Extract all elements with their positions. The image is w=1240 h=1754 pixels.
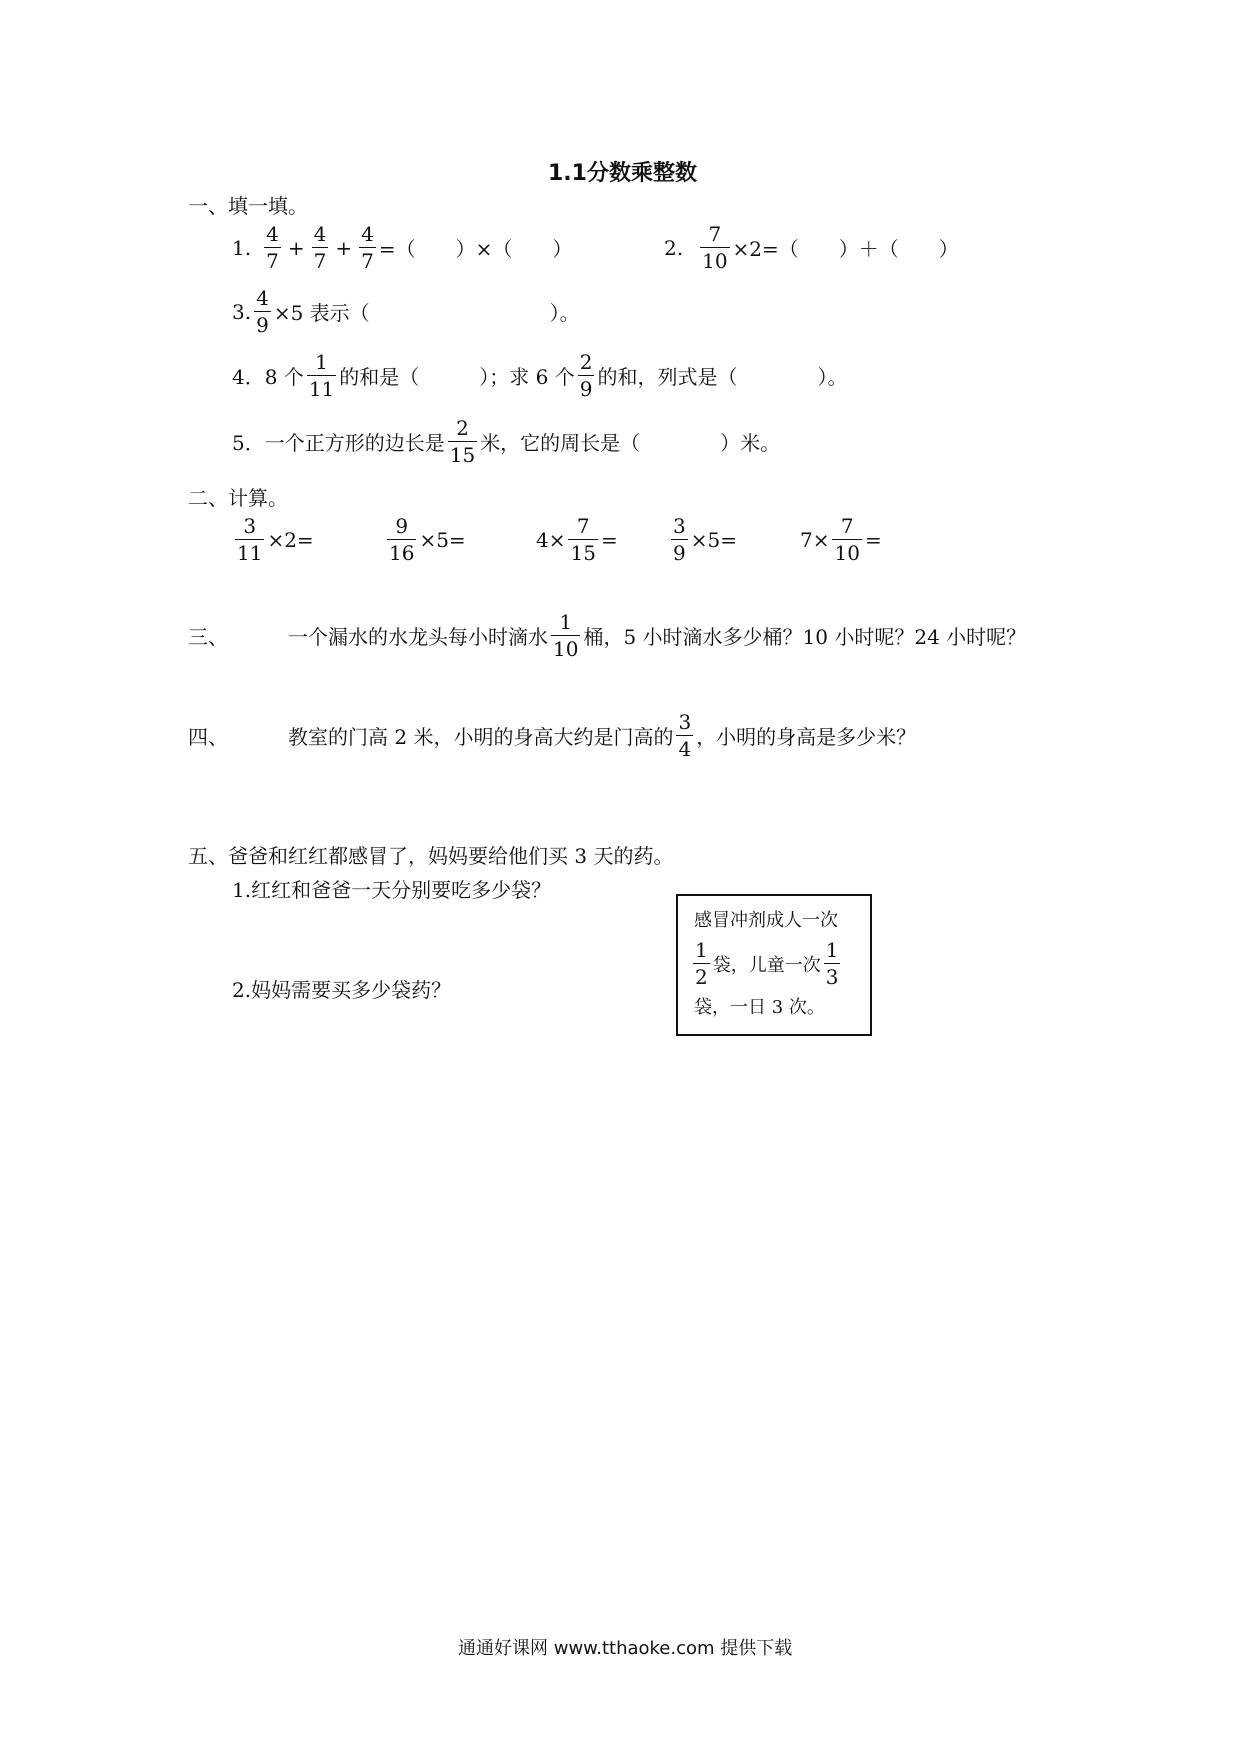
question-text: ×5 表示（ ）。 [273,301,580,325]
question-1-4 [232,352,847,399]
fraction: $\frac{1}{11}$ [308,350,335,401]
question-text: 的和，列式是（ ）。 [597,365,848,389]
fraction: $\frac{7}{15}$ [570,514,596,565]
question-text: 5．一个正方形的边长是 [232,431,445,455]
fraction: $\frac{7}{10}$ [702,222,728,273]
fraction: $\frac{2}{9}$ [579,350,593,401]
section-1-heading: 一、填一填。 [188,194,308,218]
question-text: 一个漏水的水龙头每小时滴水 [288,625,548,649]
question-text: 4．8 个 [232,365,304,389]
fraction: $\frac{7}{10}$ [834,514,860,565]
question-5-2: 2.妈妈需要买多少袋药？ [232,978,452,1002]
fraction: $\frac{9}{16}$ [389,514,415,565]
question-text: 教室的门高 2 米，小明的身高大约是门高的 [288,725,674,749]
fraction: $\frac{4}{7}$ [266,222,279,273]
section-5-heading: 五、爸爸和红红都感冒了，妈妈要给他们买 3 天的药。 [188,844,674,868]
fraction: $\frac{4}{9}$ [256,286,269,337]
question-text: 的和是（ ）；求 6 个 [339,365,575,389]
fraction: $\frac{3}{9}$ [673,514,686,565]
section-4 [188,712,916,759]
fraction: $\frac{2}{15}$ [449,416,476,467]
calc-text: 7× [800,527,830,552]
question-number: 1. [232,235,252,260]
question-5-1: 1.红红和爸爸一天分别要吃多少袋？ [232,878,552,902]
fraction: $\frac{1}{10}$ [553,610,579,661]
question-text: ×2=（ ）＋（ ） [732,237,959,261]
calc-text: ×5= [419,527,466,552]
question-1-5 [232,418,780,465]
fraction: $\frac{1}{2}$ [695,938,708,989]
section-label: 四、 [188,725,228,749]
box-text: 袋，儿童一次 [712,954,821,976]
box-line-1: 感冒冲剂成人一次 [694,910,838,931]
fraction: $\frac{4}{7}$ [313,222,327,273]
question-1-3 [232,288,580,335]
question-number: 3. [232,299,252,324]
calc-text: 4× [536,527,566,552]
page-title: 1.1分数乘整数 [548,161,697,186]
fraction: $\frac{4}{7}$ [361,222,374,273]
box-line-3: 袋，一日 3 次。 [694,997,825,1018]
calc-text: = [864,527,882,552]
calc-item-5 [800,516,882,563]
medicine-instruction-box [676,894,872,1036]
section-label: 三、 [188,625,228,649]
calc-text: ×2= [267,527,314,552]
section-3 [188,612,1026,659]
fraction: $\frac{1}{3}$ [825,938,839,989]
plus-sign: + [335,235,353,260]
fraction: $\frac{3}{11}$ [237,514,263,565]
calc-text: = [600,527,618,552]
question-1-2 [664,224,959,271]
question-1-1 [232,224,572,271]
question-text: 米，它的周长是（ ）米。 [480,431,781,455]
box-line-2 [690,940,870,987]
question-text: 桶，5 小时滴水多少桶？10 小时呢？24 小时呢？ [583,625,1027,649]
question-number: 2. [664,235,684,260]
calc-item-2 [384,516,466,563]
question-text: ，小明的身高是多少米？ [696,725,917,749]
section-2-heading: 二、计算。 [188,486,288,510]
plus-sign: + [287,235,305,260]
calc-item-1 [232,516,314,563]
footer-text: 通通好课网 www.tthaoke.com 提供下载 [458,1638,793,1659]
fraction: $\frac{3}{4}$ [678,710,692,761]
calc-item-4 [668,516,737,563]
calc-text: ×5= [690,527,737,552]
calc-item-3 [536,516,618,563]
question-text: =（ ）×（ ） [378,237,573,261]
